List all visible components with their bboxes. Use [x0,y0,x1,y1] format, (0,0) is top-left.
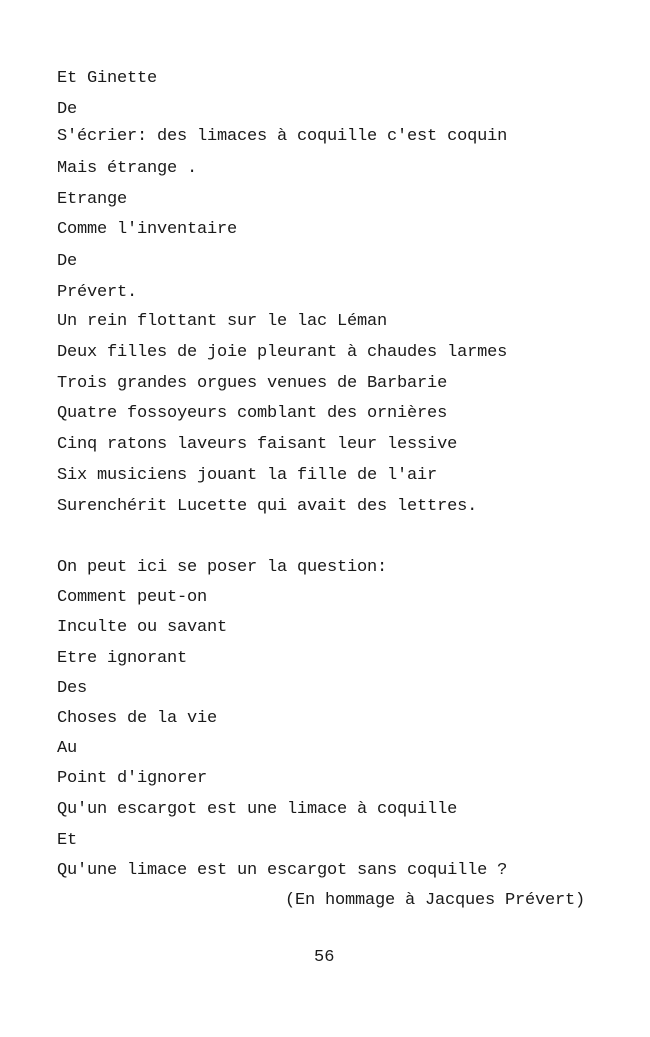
poem-line: Cinq ratons laveurs faisant leur lessive [57,435,458,454]
poem-line: S'écrier: des limaces à coquille c'est coquin [57,127,508,146]
poem-line: Etre ignorant [57,649,188,668]
poem-line: Inculte ou savant [57,618,228,637]
poem-line: Trois grandes orgues venues de Barbarie [57,374,448,393]
poem-line: Prévert. [57,283,138,302]
poem-line: Quatre fossoyeurs comblant des ornières [57,404,448,423]
dedication: (En hommage à Jacques Prévert) [285,891,586,910]
poem-line: Qu'une limace est un escargot sans coquille ? [57,861,508,880]
poem-line: Etrange [57,190,128,209]
poem-line: Et [57,831,78,850]
poem-line: Au [57,739,78,758]
poem-line: Des [57,679,88,698]
poem-line: Et Ginette [57,69,158,88]
page-number: 56 [314,948,335,967]
poem-line: Surenchérit Lucette qui avait des lettres. [57,497,478,516]
poem-line: De [57,252,78,271]
poem-line: Comme l'inventaire [57,220,238,239]
poem-line: Point d'ignorer [57,769,208,788]
poem-line: Choses de la vie [57,709,218,728]
poem-line: Deux filles de joie pleurant à chaudes larmes [57,343,508,362]
poem-line: De [57,100,78,119]
poem-line: Six musiciens jouant la fille de l'air [57,466,438,485]
poem-line: Un rein flottant sur le lac Léman [57,312,388,331]
poem-line: Mais étrange . [57,159,198,178]
poem-line: On peut ici se poser la question: [57,558,388,577]
poem-line: Comment peut-on [57,588,208,607]
poem-line: Qu'un escargot est une limace à coquille [57,800,458,819]
